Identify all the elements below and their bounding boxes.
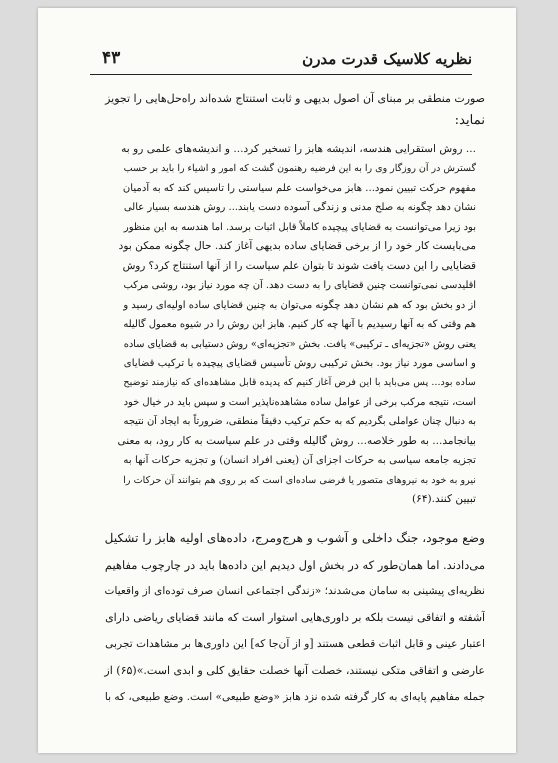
text-line: نشان دهد چگونه به صلح مدنی و زندگی آسوده دست یابند... روش هندسه بسیار عالی — [123, 202, 476, 214]
text-line: بیانجامد... به طور خلاصه... روش گالیله وقتی در علم سیاست به کار رود، به معنی — [117, 434, 476, 447]
text-line: از دو بخش بود که هم نشان دهد چگونه می‌توان به چنین قضایای ساده اولیه‌ای رسید و — [123, 299, 476, 311]
text-line: ... روش استقرایی هندسه، اندیشه هابز را تسخیر کرد... و اندیشه‌های علمی رو به — [121, 143, 476, 155]
intro-paragraph — [97, 88, 485, 132]
book-page — [38, 8, 516, 753]
text-line: و اساسی مورد نیاز بود. بخش ترکیبی روش تأسیس قضایای پیچیده با ترکیب قضایای — [123, 357, 476, 369]
text-line: عارضی و اتفاقی متکی نیستند، خصلت آنها خصلت حقایق کلی و ابدی است.»(۶۵) از — [104, 663, 485, 677]
text-line: جمله مفاهیم پایه‌ای به کار گرفته شده نزد هابز «وضع طبیعی» است. وضع طبیعی، که با — [104, 691, 485, 703]
text-line: صورت منطقی بر مبنای آن اصول بدیهی و ثابت استنتاج شده‌اند راه‌حل‌هایی را تجویز — [105, 92, 485, 105]
body-paragraph — [97, 525, 485, 711]
text-line: بود زیرا می‌توانست به قضایای پیچیده کاملاً قابل اثبات برسد. اما هندسه به این منظور — [123, 221, 476, 233]
text-line: ساده بود... پس می‌باید با این فرض آغاز کنیم که پدیده قابل مشاهده‌ای که نیازمند توضیح — [123, 377, 476, 389]
text-line: هم وقتی که به آنها رسیدیم با آنها چه کار کنیم. هابز این روش را در شیوه معمول گالیله — [123, 319, 476, 331]
page-number: ۴۳ — [102, 48, 121, 68]
text-line: یعنی روش «تجزیه‌ای ـ ترکیبی» یافت. بخش «تجزیه‌ای» روش دستیابی به قضایای ساده — [123, 338, 476, 350]
text-line: می‌بایست کار خود را از برخی قضایای ساده بدیهی آغاز کند. حال چگونه ممکن بود — [118, 240, 476, 253]
text-line: نیرو به خود به نیروهای متصور یا فرضی ساده‌ای است که بر روی هم بتوانند آن حرکات را — [123, 474, 476, 486]
text-line: اقلیدسی نمی‌توانست چنین قضایای را به دست دهد. آن چه مورد نیاز بود، روشی مرکب — [123, 280, 476, 292]
text-line: تبیین کنند.(۶۴) — [412, 493, 476, 506]
text-line: وضع موجود، جنگ داخلی و آشوب و هرج‌ومرج، داده‌های اولیه هابز را تشکیل — [104, 531, 485, 545]
text-line: مفهوم حرکت تبیین نمود... هابز می‌خواست علم سیاستی را تاسیس کند که به آدمیان — [122, 182, 476, 194]
block-quote — [116, 140, 476, 510]
text-line: می‌دادند. اما همان‌طور که در بخش اول دیدیم این داده‌ها باید در چارچوب مفاهیم — [104, 557, 485, 572]
text-line: نظریه‌ای پیشینی به سامان می‌شدند؛ «زندگی اجتماعی انسان صرف توده‌ای از واقعیات — [104, 584, 485, 597]
text-line: به دنبال چنان عواملی بگردیم که به حکم ترکیب دقیقاً منطقی، ضرورتاً به ایجاد آن نتیجه — [123, 416, 476, 428]
text-line: تجزیه جامعه سیاسی به حرکات اجزای آن (یعنی افراد انسان) و تجزیه حرکات آنها به — [123, 455, 476, 467]
page-header — [90, 48, 472, 75]
text-line: گسترش در آن روزگار وی را به این فرضیه رهنمون گشت که امور و اشیاء را باید بر حسب — [123, 163, 476, 175]
text-line: نماید: — [454, 113, 485, 128]
text-line: اعتبار عینی و قابل اثبات قطعی هستند [و از آن‌جا که] این داوری‌ها بر مشاهدات تجربی — [105, 637, 485, 650]
text-line: آشفته و اتفاقی نیست بلکه بر داوری‌هایی استوار است که مانند قضایای ریاضی دارای — [105, 610, 485, 624]
text-line: است، نتیجه مرکب برخی از عوامل ساده مشاهده‌ناپذیر است و سپس باید در خیال خود — [123, 396, 476, 408]
running-title: نظریه کلاسیک قدرت مدرن — [302, 50, 472, 68]
text-line: قضایایی را این دست یافت شوند تا بتوان علم سیاست را از آنها استنتاج کرد؟ روش — [122, 259, 476, 272]
